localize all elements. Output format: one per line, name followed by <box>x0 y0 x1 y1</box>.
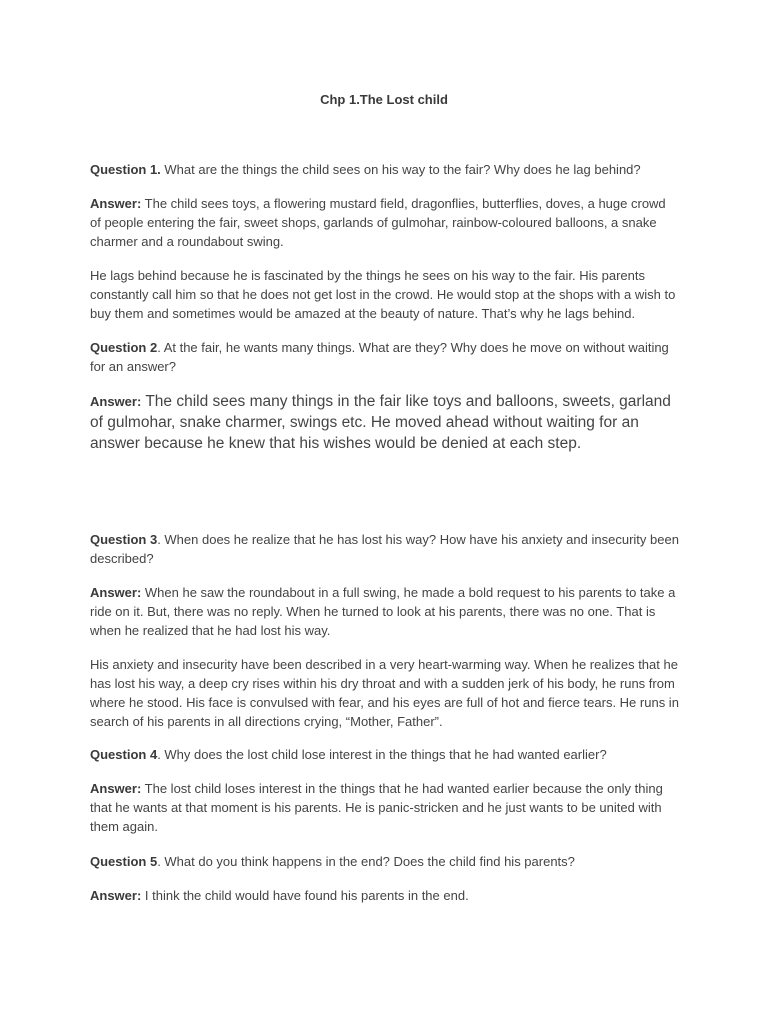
answer-5 <box>90 886 680 905</box>
answer-label: Answer: <box>90 196 142 211</box>
question-text: . Why does the lost child lose interest in the things that he had wanted earlier? <box>157 747 607 762</box>
question-1 <box>90 160 680 179</box>
question-label: Question 4 <box>90 747 158 762</box>
question-4 <box>90 745 680 764</box>
question-text: What are the things the child sees on his way to the fair? Why does he lag behind? <box>160 162 641 177</box>
answer-label: Answer: <box>90 781 142 796</box>
question-label: Question 2 <box>90 340 158 355</box>
answer-1-paragraph-2: He lags behind because he is fascinated by the things he sees on his way to the fair. His parents constantly call him so that he does not get lost in the crowd. He would stop at the shops with a wish to buy them and sometimes would be amazed at the beauty of nature. That’s why he lags behind. <box>90 268 676 321</box>
answer-text: The child sees toys, a flowering mustard field, dragonflies, butterflies, doves, a huge crowd of people entering the fair, sweet shops, garlands of gulmohar, rainbow-coloured balloons, a snake charmer and a roundabout swing. <box>90 196 666 249</box>
answer-1 <box>90 194 680 251</box>
answer-text: The child sees many things in the fair like toys and balloons, sweets, garland of gulmohar, snake charmer, swings etc. He moved ahead without waiting for an answer because he knew that his wishes would be denied at each step. <box>90 393 671 452</box>
answer-label: Answer: <box>90 888 142 903</box>
answer-text: When he saw the roundabout in a full swing, he made a bold request to his parents to take a ride on it. But, there was no reply. When he turned to look at his parents, there was no one. That is when he realized that he had lost his way. <box>90 585 676 638</box>
answer-4 <box>90 779 680 836</box>
answer-label: Answer: <box>90 394 142 409</box>
question-label: Question 5 <box>90 854 158 869</box>
answer-label: Answer: <box>90 585 142 600</box>
question-text: . What do you think happens in the end? Does the child find his parents? <box>157 854 575 869</box>
page-title: Chp 1.The Lost child <box>320 92 448 107</box>
question-5 <box>90 852 680 871</box>
question-text: . At the fair, he wants many things. What are they? Why does he move on without waiting for an answer? <box>90 340 669 374</box>
answer-text: I think the child would have found his parents in the end. <box>141 888 469 903</box>
question-3 <box>90 530 680 568</box>
question-2 <box>90 338 680 376</box>
question-label: Question 3 <box>90 532 158 547</box>
answer-3-paragraph-2: His anxiety and insecurity have been described in a very heart-warming way. When he realizes that he has lost his way, a deep cry rises within his dry throat and with a sudden jerk of his body, he runs from where he stood. His face is convulsed with fear, and his eyes are full of hot and fierce tears. He runs in search of his parents in all directions crying, “Mother, Father”. <box>90 657 679 729</box>
answer-text: The lost child loses interest in the things that he had wanted earlier because the only thing that he wants at that moment is his parents. He is panic-stricken and he just wants to be united with them again. <box>90 781 663 834</box>
answer-3 <box>90 583 680 640</box>
question-label: Question 1. <box>90 162 161 177</box>
answer-2 <box>90 391 680 454</box>
question-text: . When does he realize that he has lost his way? How have his anxiety and insecurity been described? <box>90 532 679 566</box>
